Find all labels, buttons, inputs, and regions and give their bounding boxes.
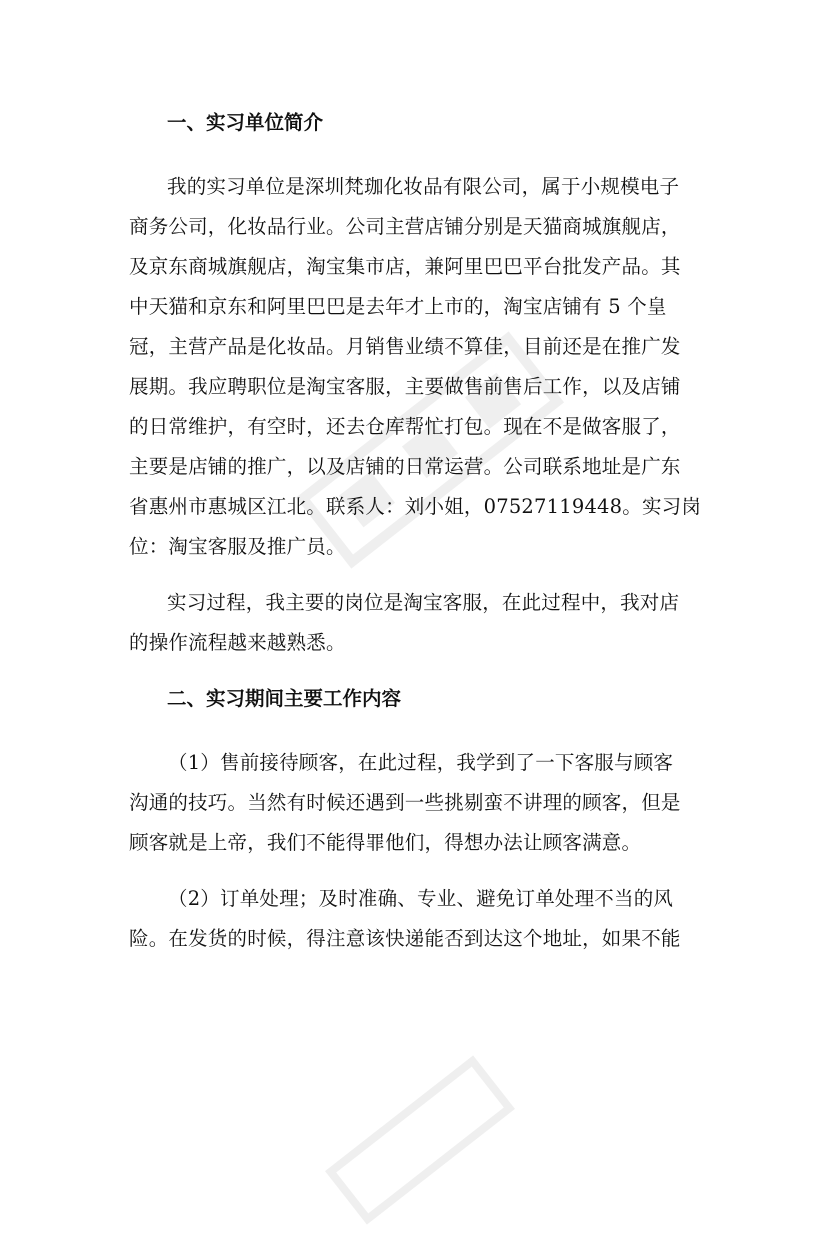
text-line: 的操作流程越来越熟悉。 xyxy=(129,631,346,654)
text-line: 商务公司，化妆品行业。公司主营店铺分别是天猫商城旗舰店， xyxy=(129,215,681,238)
paragraph-company-intro xyxy=(129,167,715,567)
text-line: 我的实习单位是深圳梵珈化妆品有限公司，属于小规模电子 xyxy=(167,175,680,198)
text-line: 中天猫和京东和阿里巴巴是去年才上市的，淘宝店铺有 5 个皇 xyxy=(129,295,667,318)
text-line: 省惠州市惠城区江北。联系人：刘小姐，07527119448。实习岗 xyxy=(129,495,702,518)
text-line: 及京东商城旗舰店，淘宝集市店，兼阿里巴巴平台批发产品。其 xyxy=(129,255,681,278)
watermark-icon-bottom xyxy=(304,1031,535,1249)
text-line: （1）售前接待顾客，在此过程，我学到了一下客服与顾客 xyxy=(168,751,674,774)
text-line: 险。在发货的时候，得注意该快递能否到达这个地址，如果不能 xyxy=(129,927,681,950)
text-line: 冠，主营产品是化妆品。月销售业绩不算佳，目前还是在推广发 xyxy=(129,335,681,358)
text-line: 顾客就是上帝，我们不能得罪他们，得想办法让顾客满意。 xyxy=(129,831,642,854)
text-line: 沟通的技巧。当然有时候还遇到一些挑剔蛮不讲理的顾客，但是 xyxy=(129,791,681,814)
text-line: 实习过程，我主要的岗位是淘宝客服，在此过程中，我对店 xyxy=(167,591,680,614)
section-heading-2: 二、实习期间主要工作内容 xyxy=(167,687,402,710)
section-heading-1: 一、实习单位简介 xyxy=(167,111,324,134)
text-line: 位：淘宝客服及推广员。 xyxy=(129,535,346,558)
document-body xyxy=(129,103,715,959)
text-line: 展期。我应聘职位是淘宝客服，主要做售前售后工作，以及店铺 xyxy=(129,375,681,398)
text-line: （2）订单处理；及时准确、专业、避免订单处理不当的风 xyxy=(168,887,674,910)
text-line: 主要是店铺的推广，以及店铺的日常运营。公司联系地址是广东 xyxy=(129,455,681,478)
text-line: 的日常维护，有空时，还去仓库帮忙打包。现在不是做客服了， xyxy=(129,415,681,438)
paragraph-internship-process xyxy=(129,583,715,663)
paragraph-order-processing xyxy=(129,879,715,959)
paragraph-presales xyxy=(129,743,715,863)
